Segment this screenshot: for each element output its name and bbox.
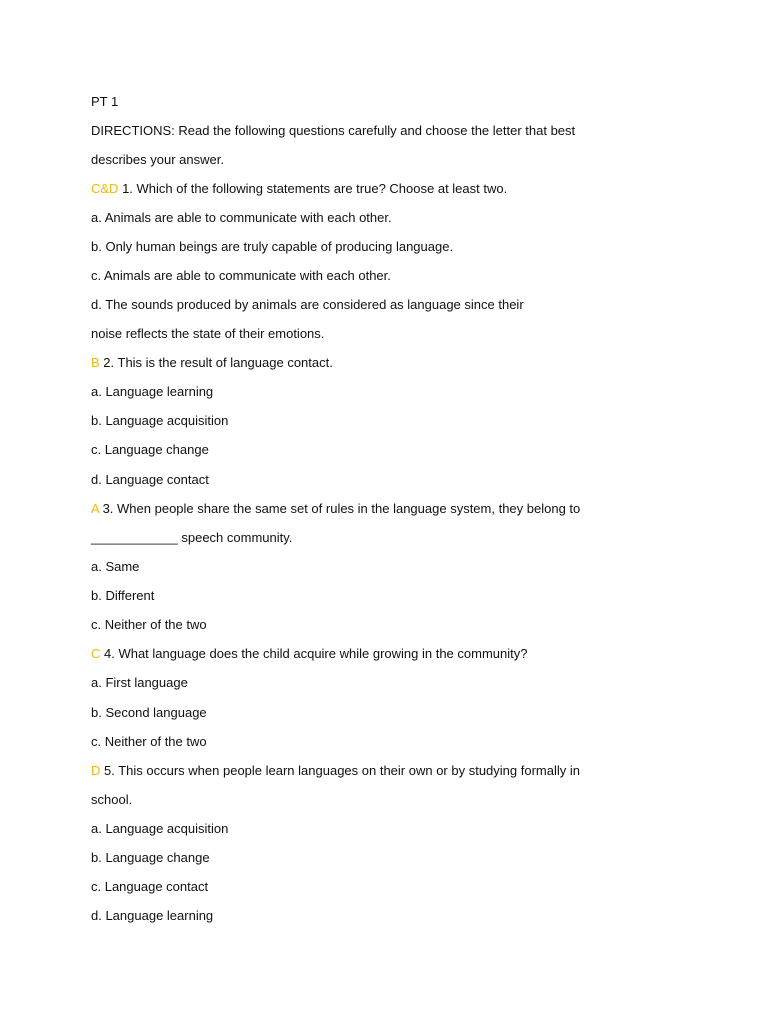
- question-5-stem-cont: school.: [91, 792, 133, 807]
- question-4-text: 4. What language does the child acquire while growing in the community?: [100, 646, 528, 661]
- question-3-option-c: c. Neither of the two: [91, 617, 207, 632]
- question-5-stem: [91, 763, 580, 779]
- question-3-text: 3. When people share the same set of rules in the language system, they belong to: [98, 501, 581, 516]
- question-1-option-c: c. Animals are able to communicate with each other.: [91, 268, 391, 283]
- question-4-option-b: b. Second language: [91, 705, 207, 720]
- question-2-option-b: b. Language acquisition: [91, 413, 229, 428]
- answer-key-4: C: [91, 646, 101, 661]
- answer-key-3: A: [91, 501, 99, 516]
- question-3-option-b: b. Different: [91, 588, 155, 603]
- question-5-option-a: a. Language acquisition: [91, 821, 229, 836]
- question-4-stem: [91, 646, 527, 662]
- question-5-option-b: b. Language change: [91, 850, 210, 865]
- question-2-option-c: c. Language change: [91, 442, 209, 457]
- question-5-text: 5. This occurs when people learn languages on their own or by studying formally in: [100, 763, 580, 778]
- question-2-stem: [91, 355, 333, 371]
- question-1-option-a: a. Animals are able to communicate with each other.: [91, 210, 392, 225]
- answer-key-2: B: [91, 355, 100, 370]
- question-1-option-b: b. Only human beings are truly capable of producing language.: [91, 239, 454, 254]
- answer-key-5: D: [91, 763, 101, 778]
- answer-key-1: C&D: [91, 181, 119, 196]
- question-2-text: 2. This is the result of language contact.: [99, 355, 333, 370]
- question-5-option-d: d. Language learning: [91, 908, 214, 923]
- question-3-stem: [91, 501, 580, 517]
- question-5-option-c: c. Language contact: [91, 879, 209, 894]
- question-3-option-a: a. Same: [91, 559, 140, 574]
- question-1-option-d-cont: noise reflects the state of their emotions.: [91, 326, 325, 341]
- question-2-option-d: d. Language contact: [91, 472, 209, 487]
- directions-line-1: DIRECTIONS: Read the following questions carefully and choose the letter that best: [91, 123, 576, 138]
- question-4-option-a: a. First language: [91, 675, 188, 690]
- question-2-option-a: a. Language learning: [91, 384, 214, 399]
- question-1-option-d: d. The sounds produced by animals are considered as language since their: [91, 297, 524, 312]
- page-title: PT 1: [91, 94, 119, 109]
- question-1-stem: [91, 181, 507, 197]
- directions-line-2: describes your answer.: [91, 152, 224, 167]
- question-1-text: 1. Which of the following statements are true? Choose at least two.: [118, 181, 508, 196]
- question-3-stem-cont: ____________ speech community.: [91, 530, 293, 545]
- question-4-option-c: c. Neither of the two: [91, 734, 207, 749]
